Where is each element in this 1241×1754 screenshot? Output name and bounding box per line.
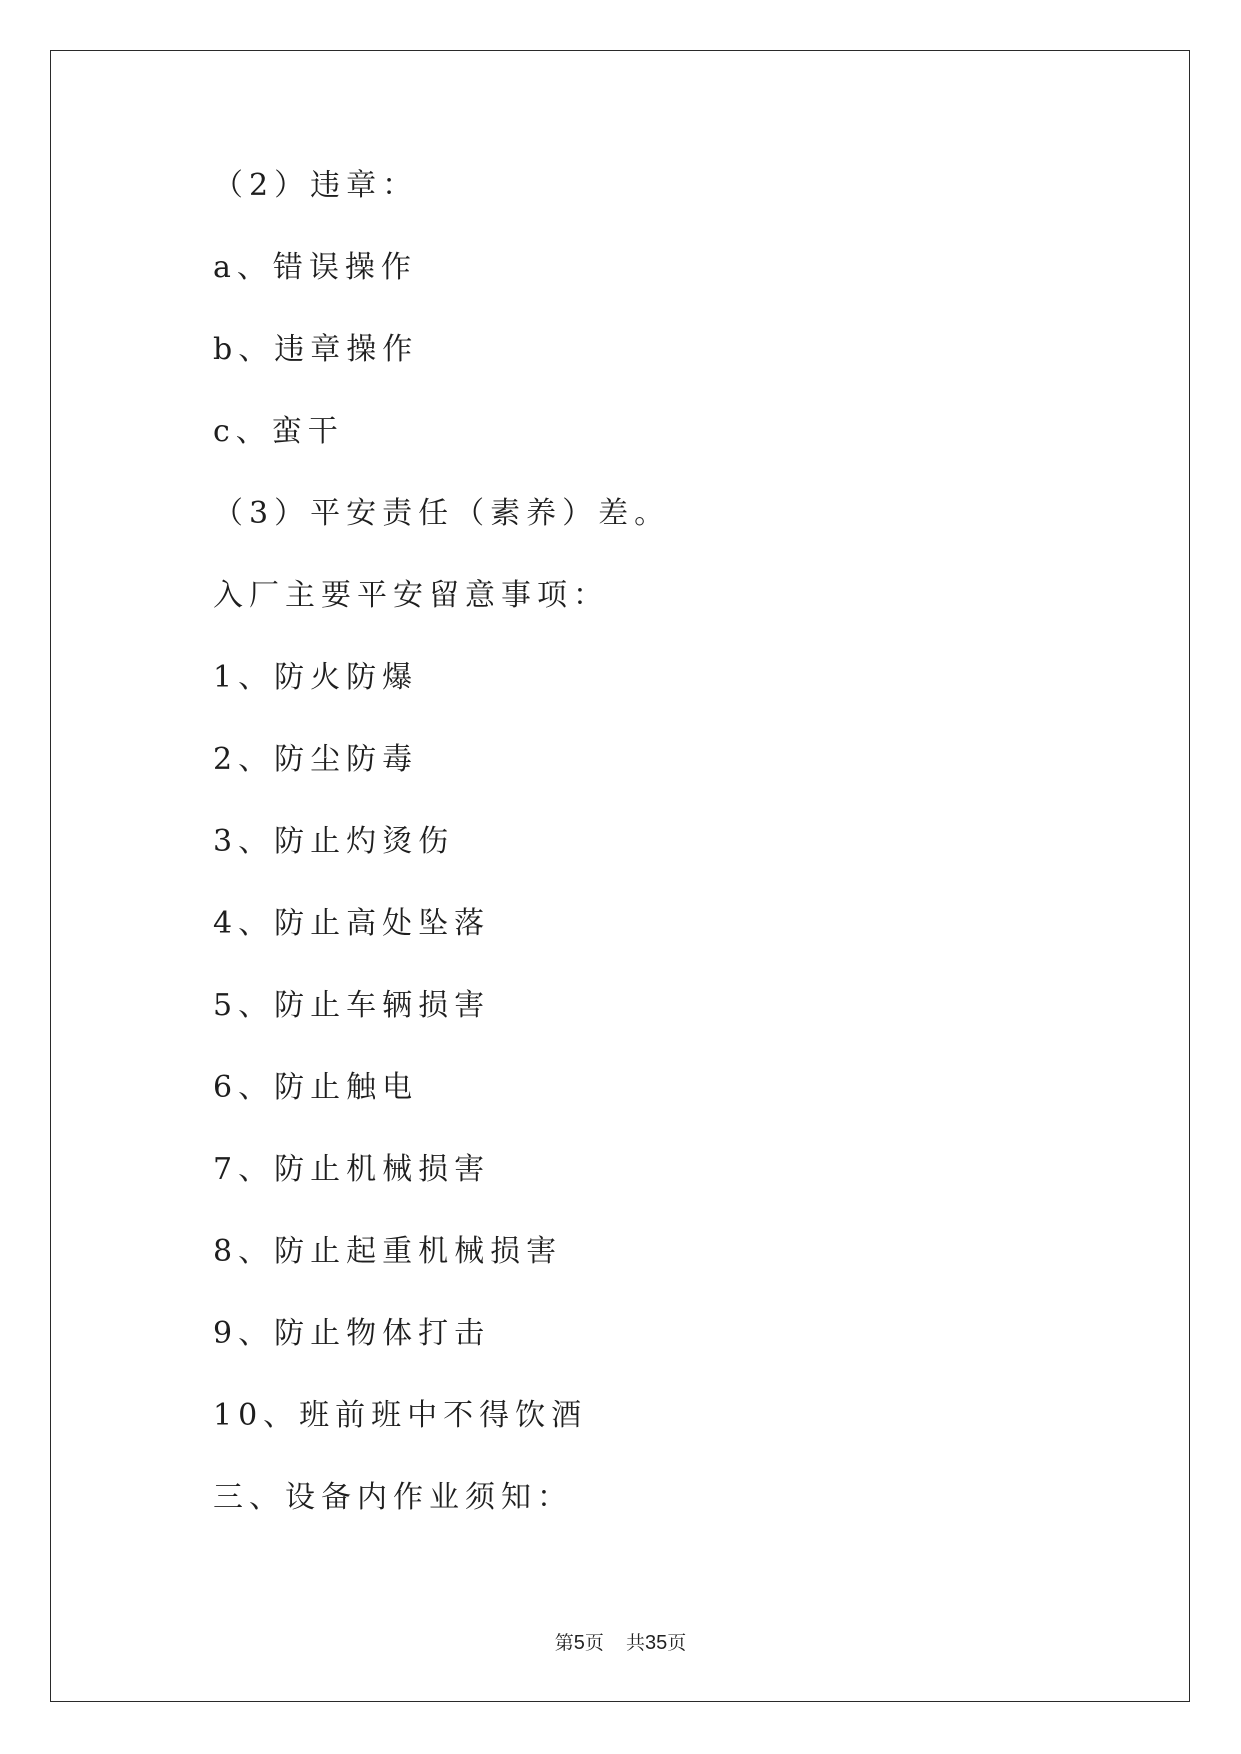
list-item: 1、防火防爆 bbox=[213, 660, 419, 695]
document-body bbox=[213, 166, 1113, 1560]
list-item: 5、防止车辆损害 bbox=[213, 988, 491, 1023]
page-number: 5 bbox=[573, 1632, 585, 1654]
section-heading-equipment: 三、设备内作业须知： bbox=[213, 1480, 573, 1515]
total-pages: 35 bbox=[644, 1632, 668, 1654]
list-item: b、违章操作 bbox=[213, 332, 419, 367]
total-prefix: 共 bbox=[625, 1632, 645, 1654]
section-heading-responsibility: （3）平安责任（素养）差。 bbox=[213, 496, 671, 531]
list-item: a、错误操作 bbox=[213, 250, 417, 285]
list-item: 10、班前班中不得饮酒 bbox=[213, 1398, 588, 1433]
page-footer bbox=[0, 1628, 1241, 1655]
list-item: 6、防止触电 bbox=[213, 1070, 419, 1105]
page-prefix: 第 bbox=[554, 1632, 574, 1654]
total-suffix: 页 bbox=[667, 1632, 687, 1654]
page-suffix: 页 bbox=[584, 1632, 604, 1654]
list-item: 2、防尘防毒 bbox=[213, 742, 419, 777]
list-item: c、蛮干 bbox=[213, 414, 344, 449]
section-heading-safety-notes: 入厂主要平安留意事项： bbox=[213, 578, 609, 613]
list-item: 4、防止高处坠落 bbox=[213, 906, 491, 941]
list-item: 7、防止机械损害 bbox=[213, 1152, 491, 1187]
list-item: 8、防止起重机械损害 bbox=[213, 1234, 563, 1269]
section-heading-violation: （2）违章： bbox=[213, 168, 419, 203]
list-item: 3、防止灼烫伤 bbox=[213, 824, 455, 859]
list-item: 9、防止物体打击 bbox=[213, 1316, 491, 1351]
